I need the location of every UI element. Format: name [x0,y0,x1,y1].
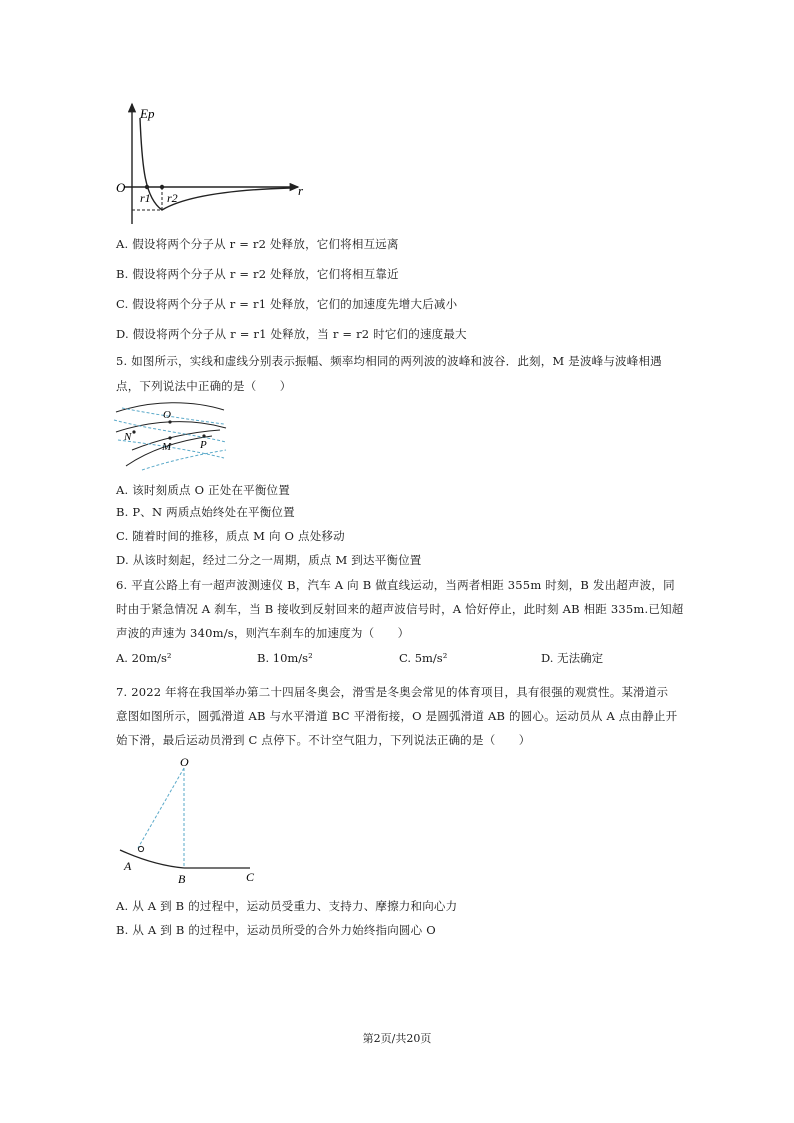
q6-stem-line1: 6. 平直公路上有一超声波测速仪 B，汽车 A 向 B 做直线运动，当两者相距 355m 时刻，B 发出超声波，同 [116,578,675,592]
q6-option-d: D. 无法确定 [541,651,604,665]
q4-option-a: A. 假设将两个分子从 r = r2 处释放，它们将相互远离 [116,237,399,251]
q6-stem-line3: 声波的声速为 340m/s，则汽车刹车的加速度为（ ） [116,626,410,640]
q7-stem-line2: 意图如图所示，圆弧滑道 AB 与水平滑道 BC 平滑衔接，O 是圆弧滑道 AB 的圆心。运动员从 A 点由静止开 [116,709,678,723]
q5-option-a: A. 该时刻质点 O 正处在平衡位置 [116,483,290,497]
skier-icon [138,846,143,851]
q5-stem-line1: 5. 如图所示，实线和虚线分别表示振幅、频率均相同的两列波的波峰和波谷．此刻，M 是波峰与波峰相遇 [116,354,662,368]
ep-curve [140,118,290,210]
label-a: A [124,859,132,873]
q7-stem-line1: 7. 2022 年将在我国举办第二十四届冬奥会，滑雪是冬奥会常见的体育项目，具有很强的观赏性。某滑道示 [116,685,669,699]
q4-option-d: D. 假设将两个分子从 r = r1 处释放，当 r = r2 时它们的速度最大 [116,327,467,341]
q6-option-a: A. 20m/s² [116,651,172,665]
q7-option-b: B. 从 A 到 B 的过程中，运动员所受的合外力始终指向圆心 O [116,923,436,937]
label-o: O [163,409,171,421]
r1-dot [145,185,149,189]
label-p: P [200,439,207,451]
r1-label: r1 [140,191,151,205]
page-footer: 第2页/共20页 [362,1032,432,1045]
wave-interference-figure [112,400,232,475]
q6-stem-line2: 时由于紧急情况 A 刹车，当 B 接收到反射回来的超声波信号时，A 恰好停止，此时刻 AB 相距 335m.已知超 [116,602,684,616]
q6-option-c: C. 5m/s² [399,651,448,665]
crest-line [132,430,220,450]
label-c: C [246,870,255,884]
q6-option-b: B. 10m/s² [257,651,313,665]
r2-dot [160,185,164,189]
point-p [202,434,205,437]
q7-stem-line3: 始下滑，最后运动员滑到 C 点停下。不计空气阻力，下列说法正确的是（ ） [116,733,531,747]
q5-option-b: B. P、N 两质点始终处在平衡位置 [116,505,295,519]
radius-oa [138,768,184,848]
trough-line [142,450,226,470]
q5-stem-line2: 点，下列说法中正确的是（ ） [116,379,292,393]
potential-energy-graph [112,98,312,228]
q5-option-d: D. 从该时刻起，经过二分之一周期，质点 M 到达平衡位置 [116,553,422,567]
y-axis-label: Ep [140,106,155,121]
q4-option-b: B. 假设将两个分子从 r = r2 处释放，它们将相互靠近 [116,267,399,281]
origin-label: O [116,180,126,195]
label-n: N [124,431,132,443]
label-o: O [180,758,189,769]
q4-option-c: C. 假设将两个分子从 r = r1 处释放，它们的加速度先增大后减小 [116,297,458,311]
q5-option-c: C. 随着时间的推移，质点 M 向 O 点处移动 [116,529,345,543]
r2-label: r2 [167,191,178,205]
label-b: B [178,872,186,886]
label-m: M [162,441,172,453]
q7-option-a: A. 从 A 到 B 的过程中，运动员受重力、支持力、摩擦力和向心力 [116,899,458,913]
ski-track-figure [112,758,272,888]
point-n [132,430,135,433]
point-m [168,436,171,439]
x-axis-label: r [298,183,304,198]
